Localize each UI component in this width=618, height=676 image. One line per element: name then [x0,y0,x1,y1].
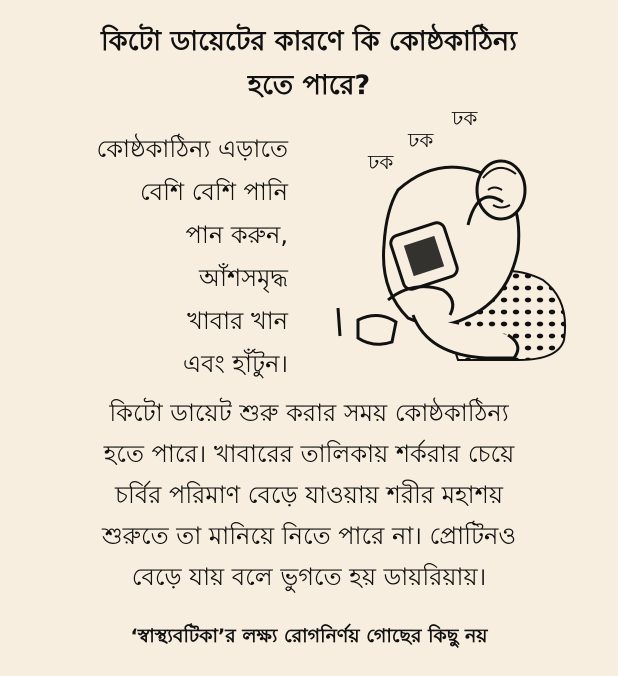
tip-text [97,128,288,386]
body-line: বেড়ে যায় বলে ভুগতে হয় ডায়রিয়ায়। [131,563,487,591]
tip-line: খাবার খান [187,307,288,335]
sound-effect-text: ঢক [408,128,434,152]
body-paragraph [0,393,618,598]
title-line-2: হতে পারে? [247,70,371,101]
article-title [0,20,618,108]
body-line: হতে পারে। খাবারের তালিকায় শর্করার চেয়ে [103,440,515,468]
tip-line: কোষ্ঠকাঠিন্য এড়াতে [96,135,288,163]
tip-line: আঁশসমৃদ্ধ [199,264,288,292]
body-line: শুরুতে তা মানিয়ে নিতে পারে না। প্রোটিনও [101,522,517,550]
body-line: কিটো ডায়েট শুরু করার সময় কোষ্ঠকাঠিন্য [109,399,509,427]
tip-line: পান করুন, [185,221,288,249]
tip-line: এবং হাঁটুন। [182,350,288,378]
body-line: চর্বির পরিমাণ বেড়ে যাওয়ায় শরীর মহাশয় [115,481,503,509]
drinking-man-illustration [318,150,578,365]
title-line-1: কিটো ডায়েটের কারণে কি কোষ্ঠকাঠিন্য [101,26,517,57]
sound-effect-text: ঢক [452,106,478,130]
tip-line: বেশি বেশি পানি [139,178,288,206]
disclaimer-footer: ‘স্বাস্থ্যবটিকা’র লক্ষ্য রোগনির্ণয় গোছের কিছু নয় [130,625,488,647]
sound-effect-text: ঢক [368,150,394,174]
